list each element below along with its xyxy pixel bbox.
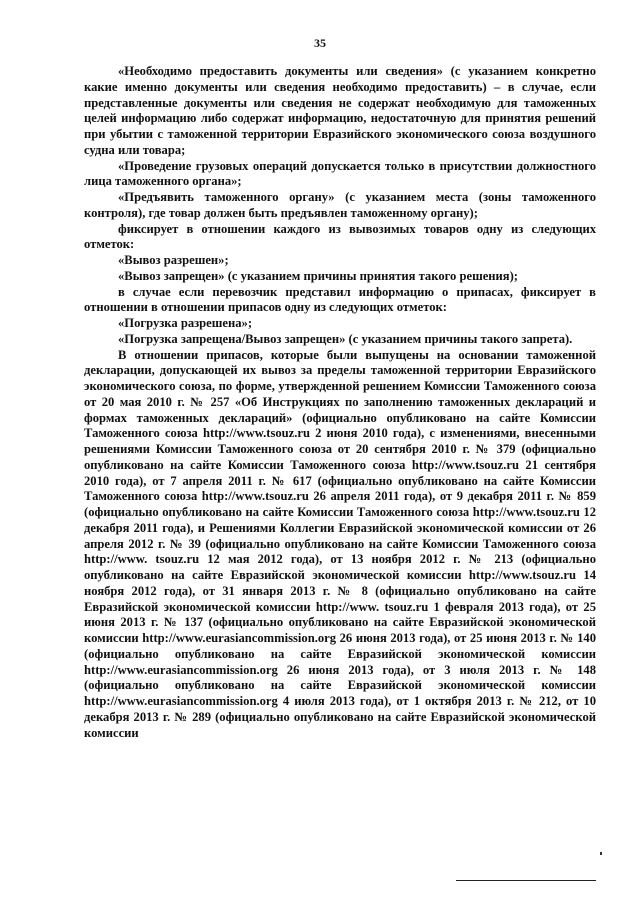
paragraph-export-prohibited: «Вывоз запрещен» (с указанием причины принятия такого решения); [118,268,518,283]
paragraph-export-allowed: «Вывоз разрешен»; [118,253,229,267]
paragraph-supplies-declaration: В отношении припасов, которые были выпущены на основании таможенной декларации, допускающей их вывоз за пределы таможенной территории Евразийского экономического союза, по форме, утвержденной решением Комиссии Таможенного союза от 20 мая 2010 г. № 257 «Об Инструкциях по заполнению таможенных деклараций и формах таможенных деклараций» (официально опубликовано на сайте Комиссии Таможенного союза http://www.tsouz.ru 2 июня 2010 года), с изменениями, внесенными решениями Комиссии Таможенного союза от 20 сентября 2010 г. № 379 (официально опубликовано на сайте Комиссии Таможенного союза http://www.tsouz.ru 21 сентября 2010 года), от 7 апреля 2011 г. № 617 (официально опубликовано на сайте Комиссии Таможенного союза http://www.tsouz.ru 26 апреля 2011 года), от 9 декабря 2011 г. № 859 (официально опубликовано на сайте Комиссии Таможенного союза http://www.tsouz.ru 12 декабря 2011 года), и Решениями Коллегии Евразийской экономической комиссии от 26 апреля 2012 г. № 39 (официально опубликовано на сайте Комиссии Таможенного союза http://www. tsouz.ru 12 мая 2012 года), от 13 ноября 2012 г. № 213 (официально опубликовано на сайте Евразийской экономической комиссии http://www.tsouz.ru 14 ноября 2012 года), от 31 января 2013 г. № 8 (официально опубликовано на сайте Евразийской экономической комиссии http://www. tsouz.ru 1 февраля 2013 года), от 25 июня 2013 г. № 137 (официально опубликовано на сайте Евразийской экономической комиссии http://www.eurasiancommission.org 26 июня 2013 года), от 25 июня 2013 г. № 140 (официально опубликовано на сайте Евразийской экономической комиссии http://www.eurasiancommission.org 26 июня 2013 года), от 3 июля 2013 г. № 148 (официально опубликовано на сайте Евразийской экономической комиссии http://www.eurasiancommission.org 4 июля 2013 года), от 1 октября 2013 г. № 212, от 10 декабря 2013 г. № 289 (официально опубликовано на сайте Евразийской экономической комиссии [84,347,596,740]
paragraph-loading-prohibited: «Погрузка запрещена/Вывоз запрещен» (с указанием причины такого запрета). [118,331,573,346]
paragraph-marks-intro: фиксирует в отношении каждого из вывозимых товаров одну из следующих отметок: [84,221,596,252]
margin-mark [600,852,602,855]
paragraph-present-to-customs: «Предъявить таможенного органу» (с указанием места (зоны таможенного контроля), где товар должен быть предъявлен таможенному органу); [84,190,596,220]
page-number: 35 [314,36,326,50]
paragraph-supplies-intro: в случае если перевозчик представил информацию о припасах, фиксирует в отношении в отношении припасов одну из следующих отметок: [84,284,596,315]
document-body [84,64,596,741]
paragraph-docs-required: «Необходимо предоставить документы или сведения» (с указанием конкретно какие именно документы или сведения необходимо предоставить) – в случае, если представленные документы или сведения не содержат необходимую для таможенных целей информацию либо содержат информацию, недостаточную для принятия решений при убытии с таможенной территории Евразийского экономического союза воздушного судна или товара; [84,64,596,157]
footnote-divider [456,880,596,881]
paragraph-cargo-operations: «Проведение грузовых операций допускается только в присутствии должностного лица таможенного органа»; [84,158,596,189]
paragraph-loading-allowed: «Погрузка разрешена»; [118,316,253,330]
